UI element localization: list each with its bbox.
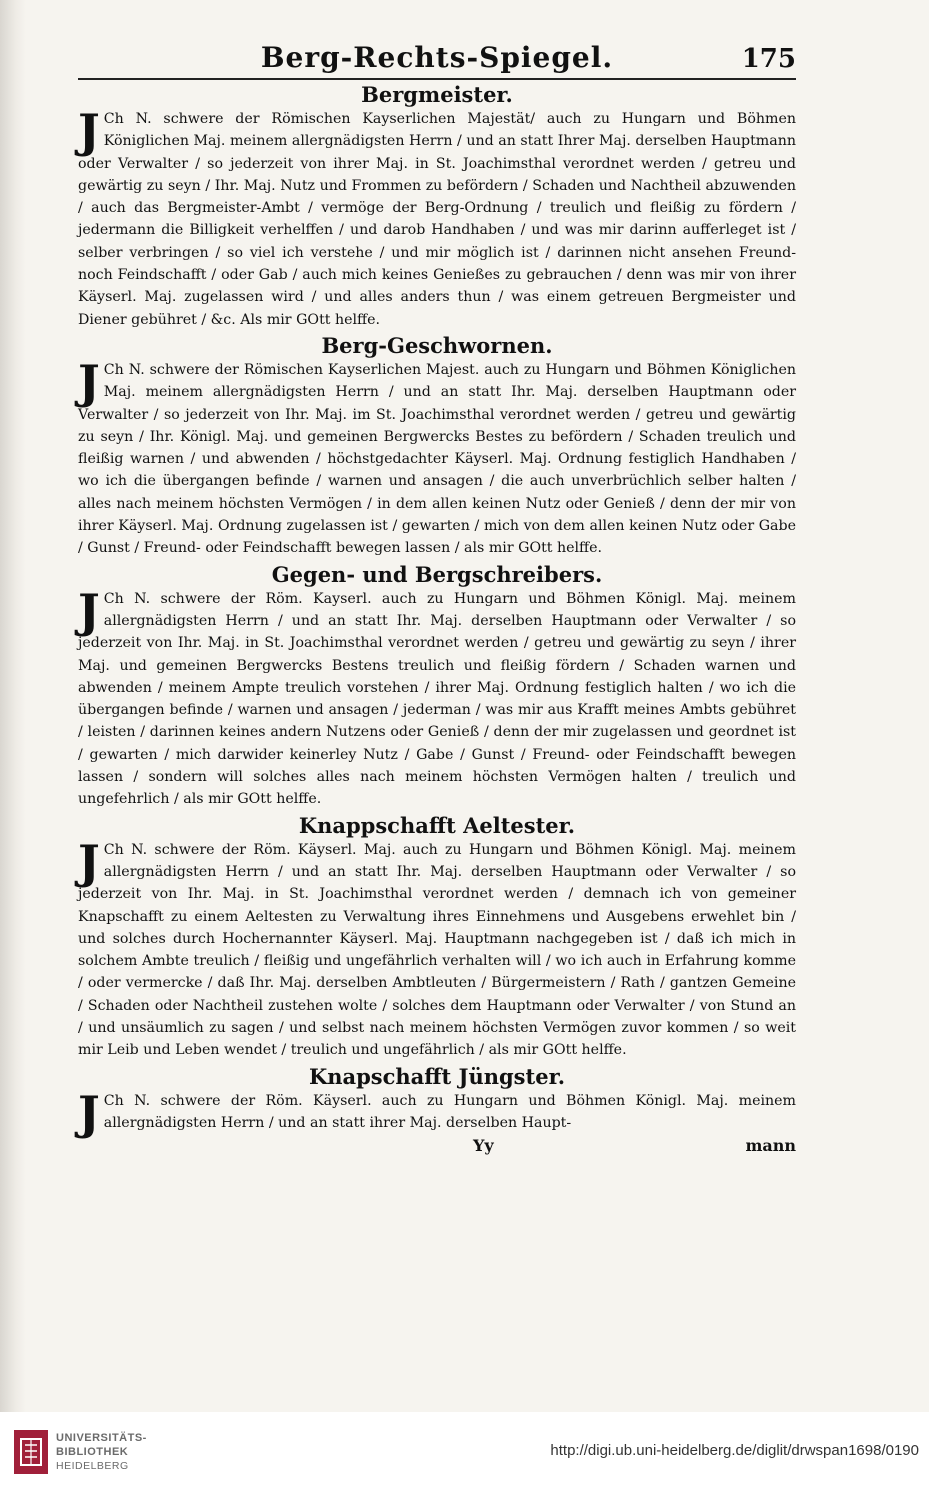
- paragraph-text: Ch N. schwere der Röm. Käyserl. Maj. auch zu Hungarn und Böhmen Königl. Maj. meinem allergnädigsten Herrn / und an statt Ihr. Maj. derselben Hauptmann oder Verwalter / so jederzeit von Ihr. Maj. in St. Joachimsthal verordnet werden / demnach ich von gemeiner Knapschafft zu einem Aeltesten zu Verwaltung ihres Einnehmens und Ausgebens erwehlet bin / und solches durch Hochernannter Käyserl. Maj. Hauptmann nachgegeben ist / daß ich mich in solchem Ambte treulich / fleißig und ungefährlich verhalten will / wo ich auch in Erfahrung komme / oder vermercke / daß Ihr. Maj. derselben Ambtleuten / Bürgermeistern / Rath / gantzen Gemeine / Schaden oder Nachtheil zustehen wolte / solches dem Hauptmann oder Verwalter / von Stund an / und unsäumlich zu sagen / und selbst nach meinem höchsten Vermögen zuvor kommen / so weit mir Leib und Leben wendet / treulich und ungefährlich / als mir GOtt helffe.: [78, 841, 796, 1059]
- section-knappschafft-aeltester: [78, 813, 796, 1062]
- university-seal-icon: [14, 1430, 48, 1474]
- library-logo[interactable]: [14, 1430, 147, 1474]
- seal-emblem-icon: [18, 1435, 44, 1469]
- section-bergmeister: [78, 82, 796, 331]
- drop-initial: J: [78, 834, 100, 889]
- paragraph-text: Ch N. schwere der Röm. Käyserl. auch zu Hungarn und Böhmen Königl. Maj. meinem allergnädigsten Herrn / und an statt ihrer Maj. derselben Haupt-: [103, 1092, 796, 1131]
- section-knapschafft-juengster: [78, 1063, 796, 1140]
- signature-mark: Yy: [473, 1136, 494, 1156]
- library-name-line2: BIBLIOTHEK: [56, 1446, 129, 1458]
- drop-initial: J: [78, 583, 100, 638]
- drop-initial: J: [78, 354, 100, 409]
- viewer-footer: [0, 1412, 929, 1494]
- paragraph-text: Ch N. schwere der Römischen Kayserlichen Majestät/ auch zu Hungarn und Böhmen Königlichen Maj. meinem allergnädigsten Herrn / und an statt Ihrer Maj. derselben Hauptmann oder Verwalter / so jederzeit von ihrer Maj. in St. Joachimsthal verordnet werden / getreu und gewärtig zu seyn / Ihr. Maj. Nutz und Frommen zu befördern / Schaden und Nachtheil abzuwenden / auch das Bergmeister-Ambt / vermöge der Berg-Ordnung / treulich und fleißig zu fördern / jedermann die Billigkeit verhelffen / und darob Handhaben / und was mir darinn aufferleget ist / selber verbringen / so viel ich verstehe / und mir möglich ist / darinnen nicht ansehen Freund- noch Feindschafft / oder Gab / auch mich keines Genießes zu gebrauchen / denn was mir von ihrer Käyserl. Maj. zugelassen wird / und alles anders thun / was einem getreuen Bergmeister und Diener gebühret / &c. Als mir GOtt helffe.: [78, 111, 796, 328]
- page-gutter-shadow: [0, 0, 26, 1412]
- paragraph-text: Ch N. schwere der Römischen Kayserlichen Majest. auch zu Hungarn und Böhmen Königlichen Maj. meinem allergnädigsten Herrn / und an statt Ihr. Maj. derselben Hauptmann oder Verwalter / so jederzeit von Ihr. Maj. im St. Joachimsthal verordnet werden / getreu und gewärtig zu seyn / Ihr. Königl. Maj. und gemeinen Bergwercks Bestes zu befördern / Schaden treulich und fleißig warnen / und abwenden / höchstgedachter Käyserl. Maj. Ordnung festiglich Handhaben / wo ich die übergangen befinde / warnen und ansagen / die auch unverbrüchlich selber halten / alles nach meinem höchsten Vermögen / in dem allen keinen Nutz oder Genieß / denn der mir von ihrer Käyserl. Maj. Ordnung zugelassen ist / gewarten / mich von dem allen keinen Nutz oder Gabe / Gunst / Freund- oder Feindschafft bewegen lassen / als mir GOtt helffe.: [78, 361, 796, 557]
- section-title: Berg-Geschwornen.: [321, 332, 553, 358]
- section-paragraph: [78, 583, 796, 811]
- section-paragraph: [78, 104, 796, 331]
- running-head: [78, 38, 796, 80]
- document-url[interactable]: http://digi.ub.uni-heidelberg.de/diglit/drwspan1698/0190: [550, 1442, 919, 1459]
- page-number: 175: [741, 44, 796, 74]
- section-title: Knapschafft Jüngster.: [308, 1063, 566, 1089]
- section-paragraph: [78, 834, 796, 1062]
- section-title: Gegen- und Bergschreibers.: [271, 561, 603, 587]
- drop-initial: J: [78, 1085, 100, 1140]
- section-berg-geschwornen: [78, 333, 796, 560]
- section-paragraph: [78, 354, 796, 560]
- section-title: Bergmeister.: [361, 82, 513, 107]
- library-name-line3: HEIDELBERG: [56, 1460, 129, 1472]
- library-name: [56, 1431, 147, 1473]
- library-name-line1: UNIVERSITÄTS-: [56, 1432, 147, 1444]
- catchword: mann: [745, 1136, 796, 1156]
- section-gegen-und-bergschreibers: [78, 562, 796, 811]
- section-paragraph: [78, 1085, 796, 1140]
- page-content: [78, 38, 796, 1160]
- section-title: Knappschafft Aeltester.: [298, 812, 576, 838]
- running-title: Berg-Rechts-Spiegel.: [260, 41, 614, 74]
- paragraph-text: Ch N. schwere der Röm. Kayserl. auch zu Hungarn und Böhmen Königl. Maj. meinem allergnädigsten Herrn / und an statt Ihr. Maj. derselben Hauptmann oder Verwalter / so jederzeit von Ihr. Maj. in St. Joachimsthal verordnet werden / getreu und gewärtig zu seyn / ihrer Maj. und gemeinen Bergwercks Bestens treulich und fleißig fördern / Schaden warnen und abwenden / meinem Ampte treulich vorstehen / ihrer Maj. Ordnung festiglich halten / wo ich die übergangen befinde / warnen und ansagen / jederman / was mir aus Krafft meines Ambts gebühret / leisten / darinnen keines andern Nutzens oder Genieß / denn der mir zugelassen und geordnet ist / gewarten / mich darwider keinerley Nutz / Gabe / Gunst / Freund- oder Feindschafft bewegen lassen / sondern will solches alles nach meinem höchsten Vermögen halten / treulich und ungefehrlich / als mir GOtt helffe.: [78, 590, 796, 808]
- drop-initial: J: [78, 104, 100, 158]
- signature-line: [78, 1136, 796, 1160]
